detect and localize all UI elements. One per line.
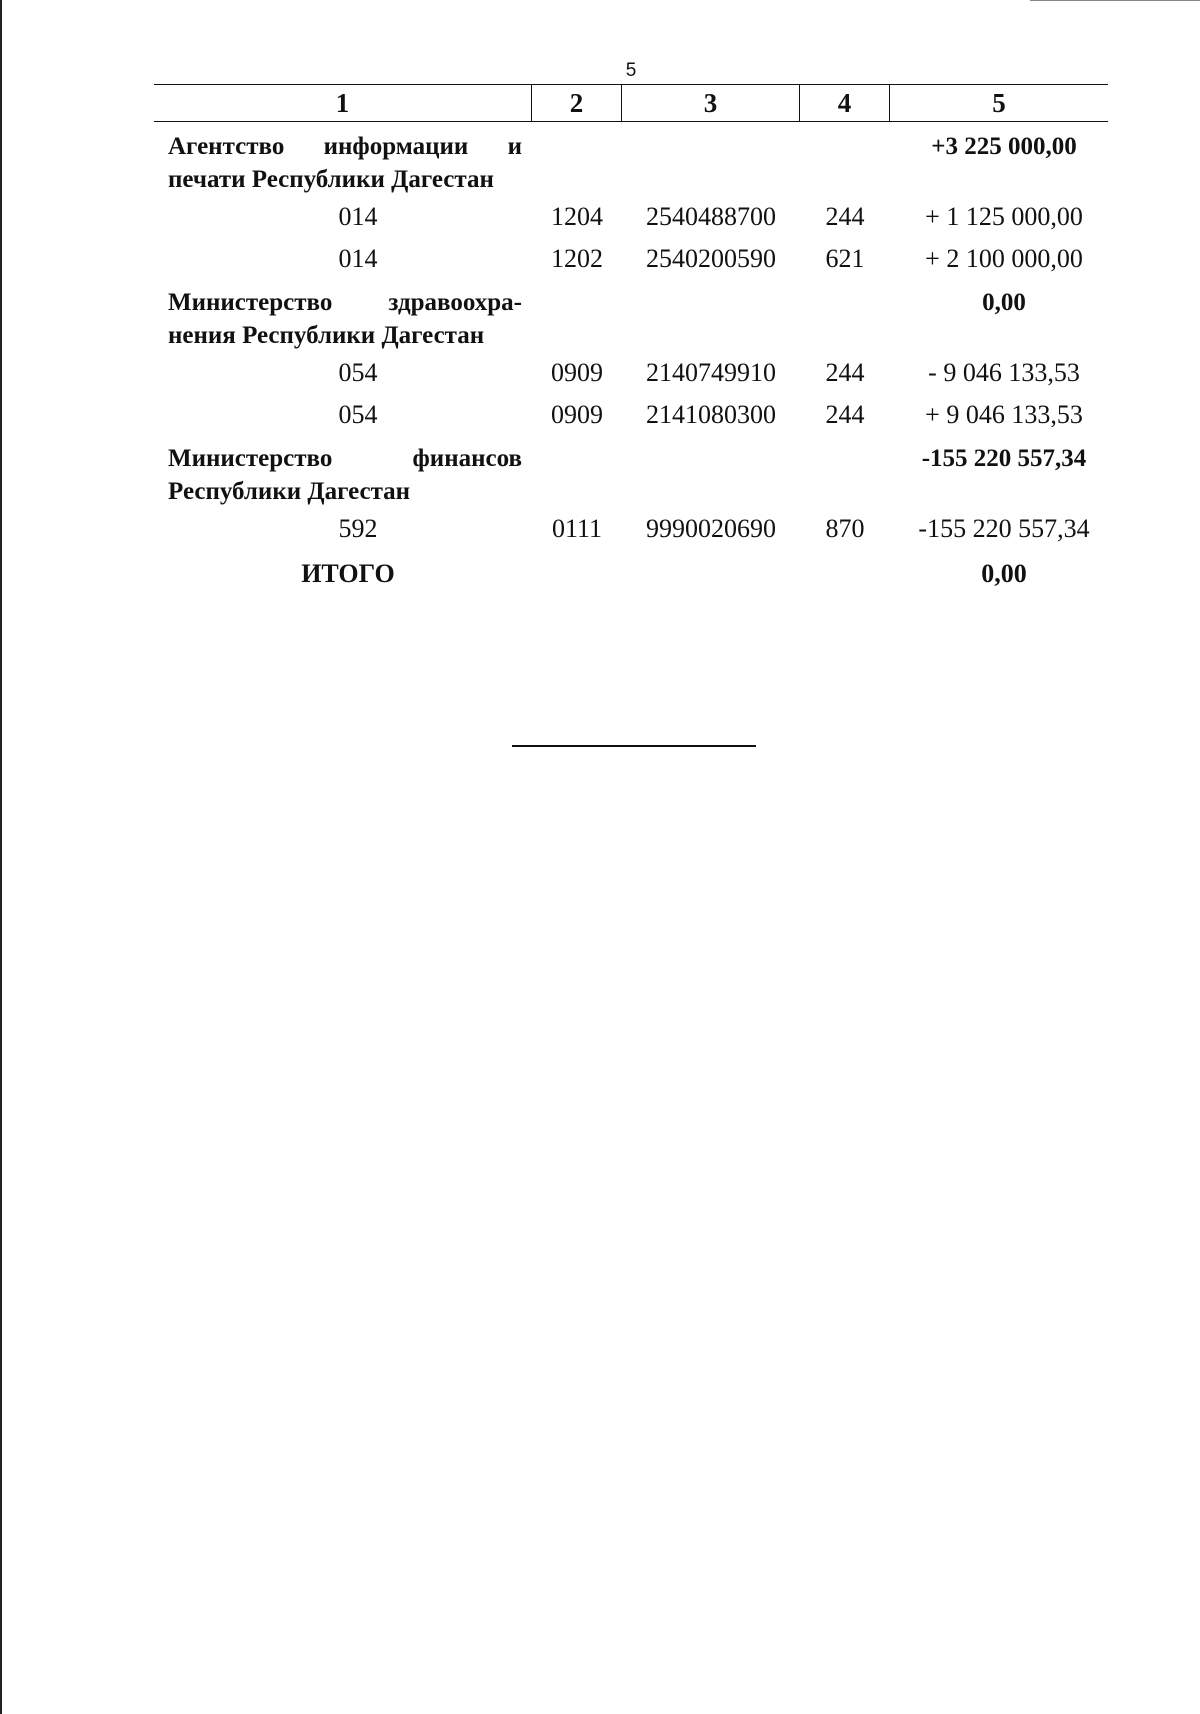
section-heading-ministry-finance [154,442,1108,508]
table-row [154,238,1108,280]
section-total: -155 220 557,34 [921,445,1087,472]
cell-department-code: 014 [338,202,378,231]
table-row [154,352,1108,394]
cell-expense-type: 244 [825,202,865,231]
cell-department-code: 054 [338,400,378,429]
section-total: 0,00 [982,289,1026,316]
cell-amount: + 1 125 000,00 [925,202,1083,231]
section-heading-agency-information [154,130,1108,196]
cell-target-code: 2140749910 [646,358,776,387]
grand-total-row [154,554,1108,594]
table-header [154,84,1108,122]
scan-left-edge [0,0,2,1714]
cell-target-code: 2141080300 [646,400,776,429]
cell-amount: - 9 046 133,53 [928,358,1080,387]
page-number: 5 [625,60,637,81]
cell-section-code: 0909 [551,400,603,429]
grand-total-value: 0,00 [981,559,1027,588]
spacer [522,286,890,352]
section-name: Агентство информации и печати Республики Дагестан [168,133,522,193]
column-header-2: 2 [532,85,622,121]
column-header-4: 4 [800,85,890,121]
column-header-5: 5 [992,88,1006,118]
section-heading-ministry-health [154,286,1108,352]
grand-total-label: ИТОГО [301,559,395,588]
spacer [522,442,890,508]
cell-section-code: 1202 [551,244,603,273]
column-header-3: 3 [622,85,800,121]
cell-expense-type: 244 [825,400,865,429]
cell-amount: + 9 046 133,53 [925,400,1083,429]
table-row [154,508,1108,550]
cell-section-code: 0909 [551,358,603,387]
cell-section-code: 0111 [551,514,603,543]
cell-department-code: 592 [338,514,378,543]
section-total: +3 225 000,00 [931,133,1077,160]
table-row [154,196,1108,238]
table-body [154,124,1108,594]
section-name: Министерство финансов Республики Дагестан [168,445,522,505]
cell-expense-type: 870 [825,514,865,543]
cell-target-code: 2540488700 [646,202,776,231]
cell-department-code: 014 [338,244,378,273]
table-row [154,394,1108,436]
cell-amount: + 2 100 000,00 [925,244,1083,273]
cell-section-code: 1204 [551,202,603,231]
section-name: Министерство здравоохранения Республики Дагестан [168,289,522,349]
spacer [532,554,890,594]
cell-expense-type: 244 [825,358,865,387]
cell-expense-type: 621 [825,244,865,273]
spacer [522,130,890,196]
column-header-1: 1 [154,85,532,121]
cell-amount: -155 220 557,34 [918,514,1090,543]
cell-target-code: 2540200590 [646,244,776,273]
scan-top-edge [1030,0,1200,1]
cell-department-code: 054 [338,358,378,387]
end-of-document-rule [512,745,756,747]
cell-target-code: 9990020690 [646,514,776,543]
